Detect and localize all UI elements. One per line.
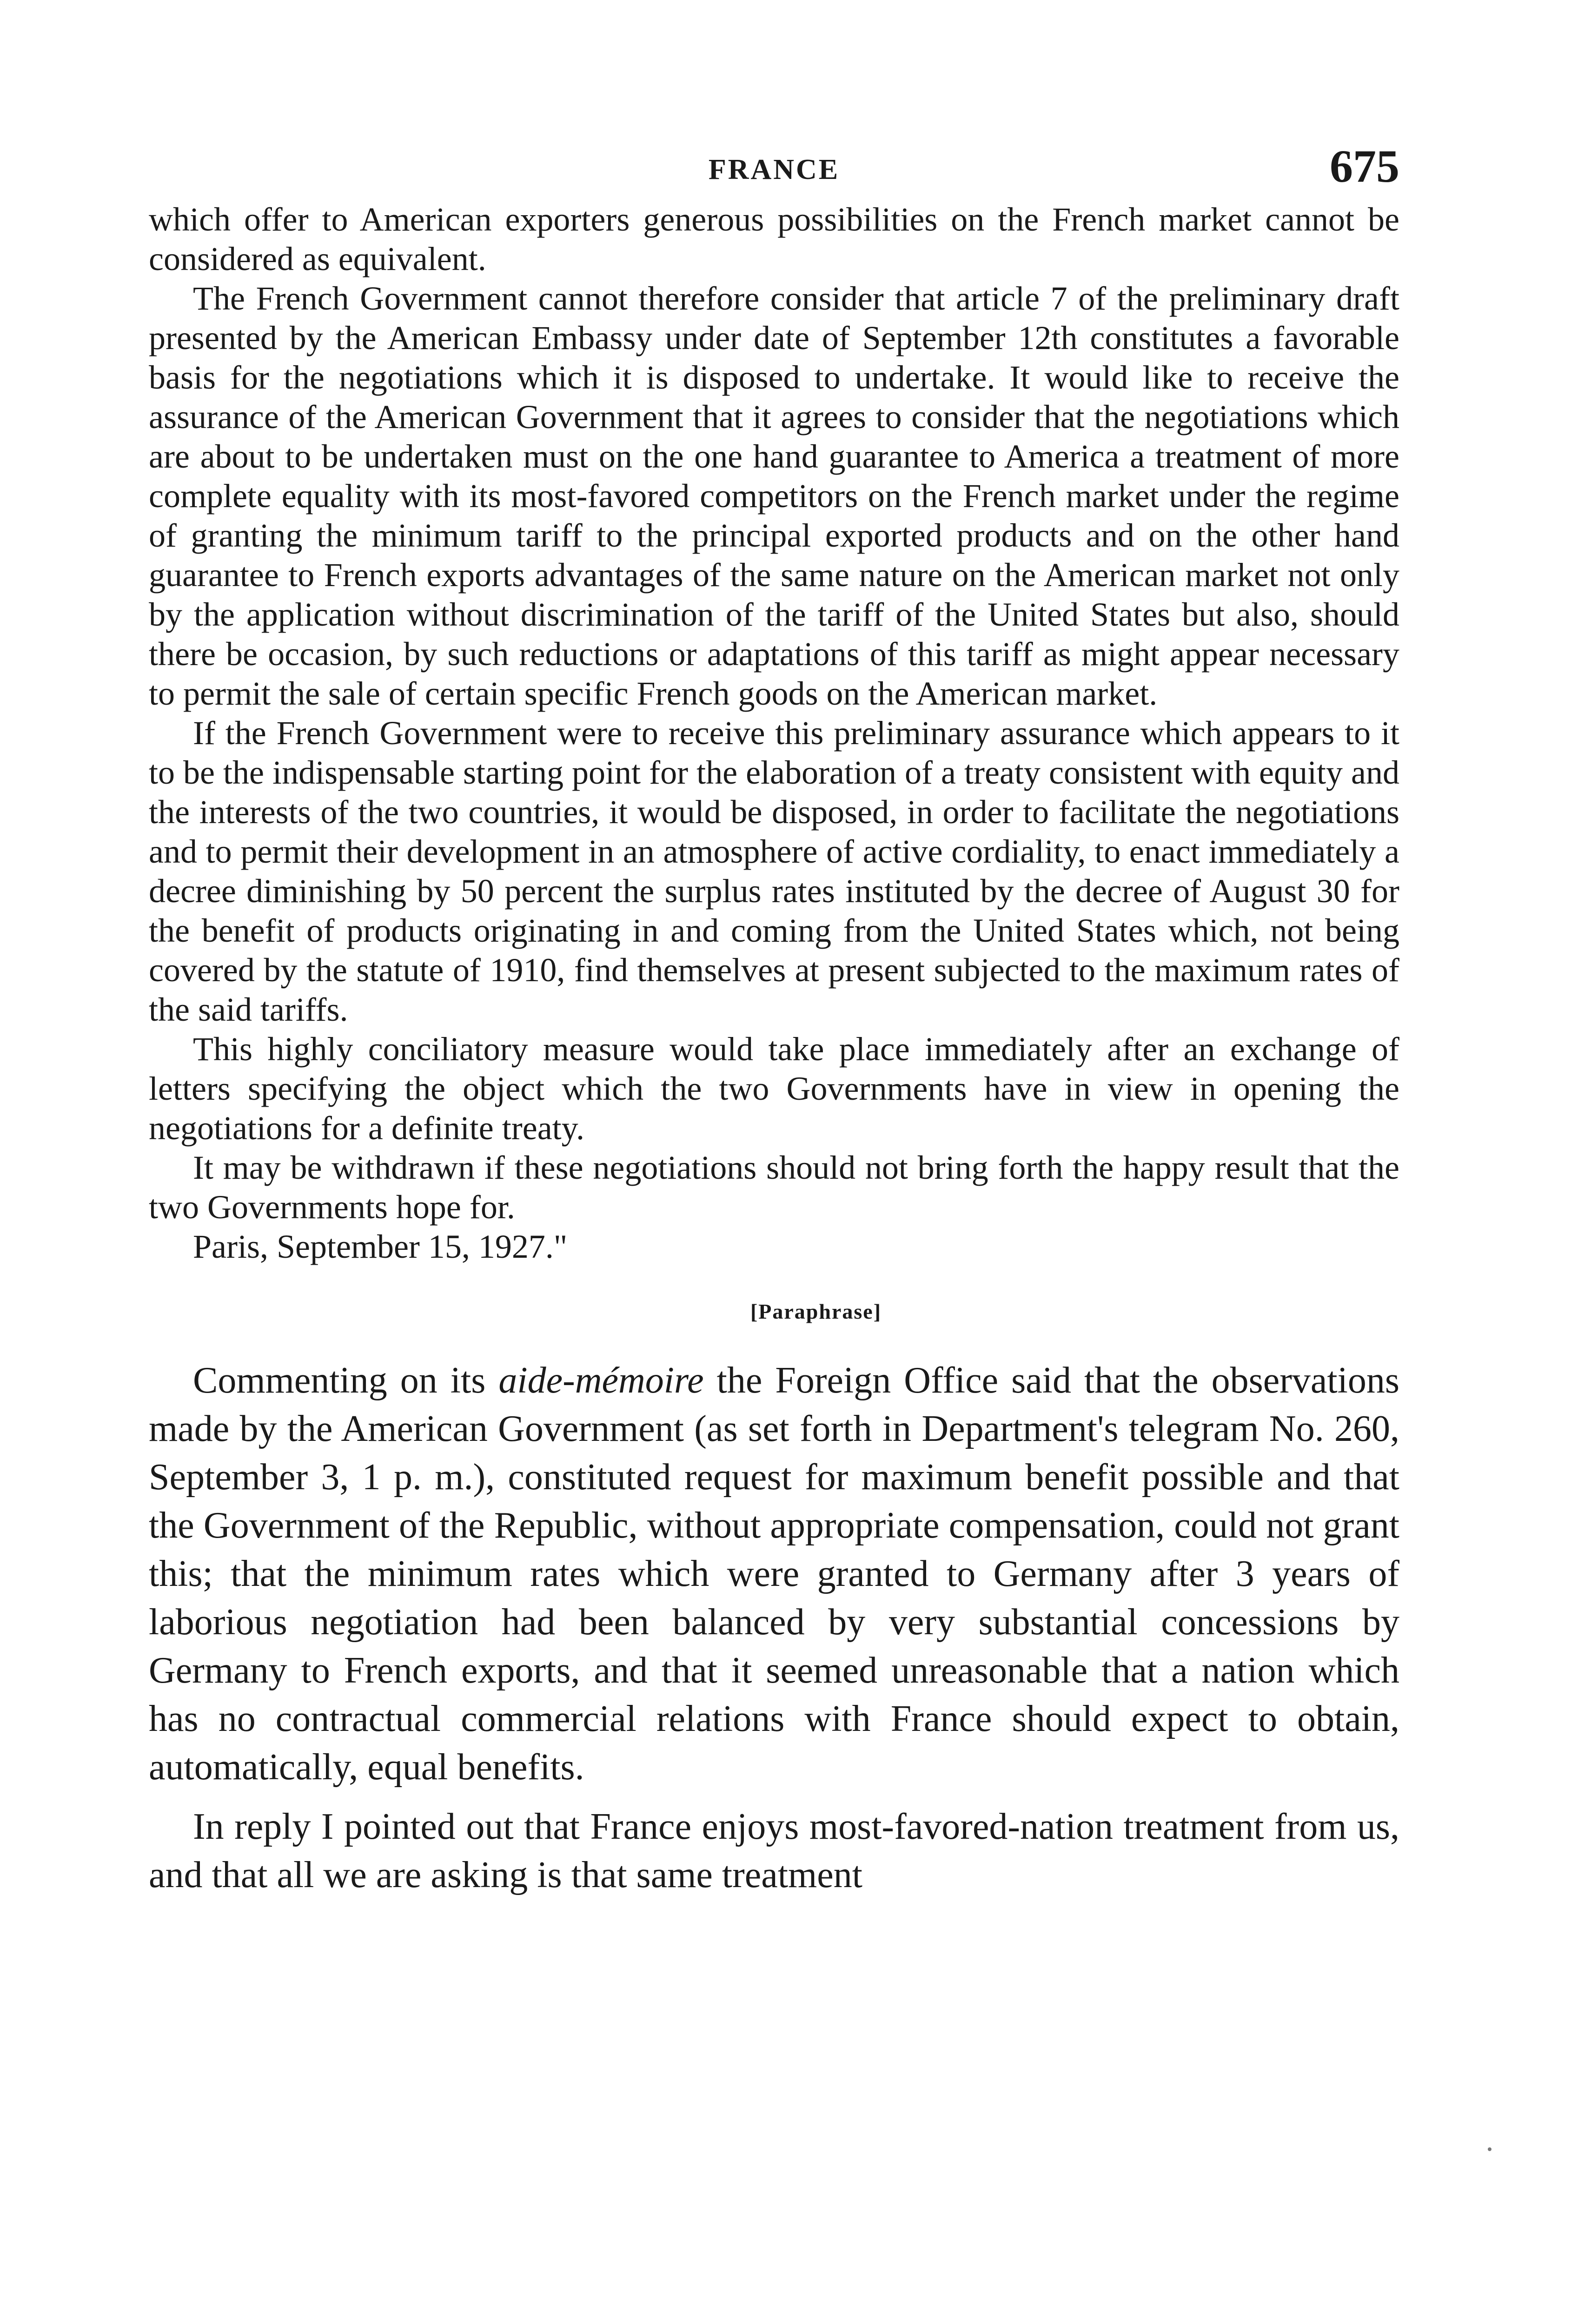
quote-paragraph-continued: which offer to American exporters generous possibilities on the French market cannot be considered as equivalent. [149, 201, 1399, 277]
quote-paragraph: It may be withdrawn if these negotiations should not bring forth the happy result that the two Governments hope for. [149, 1149, 1399, 1226]
paraphrase-label: [Paraphrase] [750, 1300, 882, 1323]
quote-dateline: Paris, September 15, 1927." [193, 1228, 568, 1265]
quote-paragraph: If the French Government were to receive this preliminary assurance which appears to it to be the indispensable starting point for the elaboration of a treaty consistent with equity and the interests of the two countries, it would be disposed, in order to facilitate the negotiations and to permit their development in an atmosphere of active cordiality, to enact immediately a decree diminishing by 50 percent the surplus rates instituted by the decree of August 30 for the benefit of products originating in and coming from the United States which, not being covered by the statute of 1910, find themselves at present subjected to the maximum rates of the said tariffs. [149, 714, 1399, 1028]
running-title: FRANCE [708, 154, 840, 185]
quoted-aide-memoire [149, 200, 1399, 1267]
document-page [149, 112, 1399, 1910]
quote-paragraph: This highly conciliatory measure would take place immediately after an exchange of letters specifying the object which the two Governments have in view in opening the negotiations for a definite treaty. [149, 1030, 1399, 1147]
body-paragraph: In reply I pointed out that France enjoys most-favored-nation treatment from us, and that all we are asking is that same treatment [149, 1806, 1399, 1895]
body-text [149, 1356, 1399, 1899]
page-number: 675 [1330, 140, 1399, 192]
body-text-span: the Foreign Office said that the observations made by the American Government (as set forth in Department's telegram No. 260, September 3, 1 p. m.), constituted request for maximum benefit possible and that the Government of the Republic, without appropriate compensation, could not grant this; that the minimum rates which were granted to Germany after 3 years of laborious negotiation had been balanced by very substantial concessions by Germany to French exports, and that it seemed unreasonable that a nation which has no contractual commercial relations with France should expect to obtain, automatically, equal benefits. [149, 1360, 1400, 1788]
body-paragraph [149, 1356, 1399, 1791]
margin-speck [1488, 2147, 1491, 2151]
italic-term: aide-mémoire [498, 1360, 704, 1401]
quote-paragraph: The French Government cannot therefore consider that article 7 of the preliminary draft presented by the American Embassy under date of September 12th constitutes a favorable basis for the negotiations which it is disposed to undertake. It would like to receive the assurance of the American Government that it agrees to consider that the negotiations which are about to be undertaken must on the one hand guarantee to America a treatment of more complete equality with its most-favored competitors on the French market under the regime of granting the minimum tariff to the principal exported products and on the other hand guarantee to French exports advantages of the same nature on the American market not only by the application without discrimination of the tariff of the United States but also, should there be occasion, by such reductions or adaptations of this tariff as might appear necessary to permit the sale of certain specific French goods on the American market. [149, 280, 1399, 712]
running-head [149, 112, 1399, 200]
body-text-span: Commenting on its [193, 1360, 499, 1401]
